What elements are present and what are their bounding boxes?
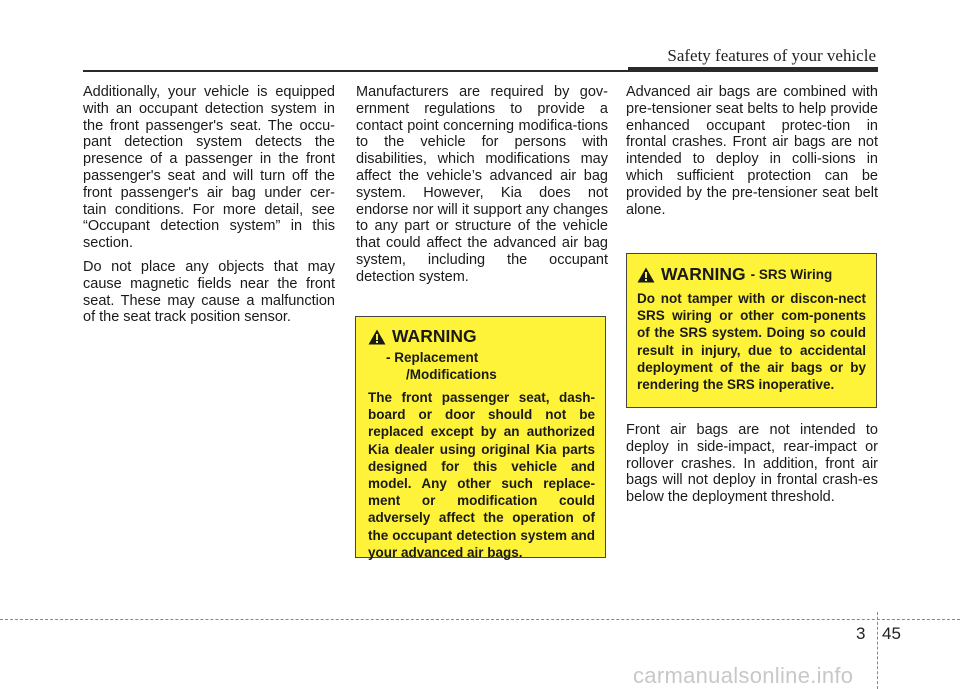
warning-subtitle-line1: - Replacement xyxy=(386,350,479,365)
footer-rule xyxy=(0,619,960,620)
warning-title: WARNING xyxy=(661,264,746,284)
paragraph-magnetic-fields: Do not place any objects that may cause magnetic fields near the front seat. These may cause a malfunction of the seat track position sensor. xyxy=(83,258,335,326)
paragraph-occupant-detection: Additionally, your vehicle is equipped with an occupant detection system in the front passenger's seat. The occu-pant detection system detects the presence of a passenger in the front passenger's seat and will turn off the front passenger's air bag under cer-tain conditions. For more detail, see “Occupant detection system” in this section. xyxy=(83,84,335,252)
section-title: Safety features of your vehicle xyxy=(667,46,876,65)
paragraph-front-air-bags-deploy: Front air bags are not intended to deploy in side-impact, rear-impact or rollover crashes. In addition, front air bags will not deploy in frontal crash-es below the deployment threshold. xyxy=(626,422,878,506)
warning-triangle-icon xyxy=(368,329,386,345)
warning-header xyxy=(637,264,866,285)
column-right xyxy=(626,84,878,225)
warning-subtitle xyxy=(386,349,595,383)
header-rule-accent xyxy=(628,67,878,71)
warning-subtitle-line2: /Modifications xyxy=(406,367,497,382)
warning-body: Do not tamper with or discon-nect SRS wiring or other com-ponents of the SRS system. Doing so could result in injury, due to accidental deployment of the air bags or by rendering the SRS inoperative. xyxy=(637,291,866,393)
column-left xyxy=(83,84,335,333)
footer-divider xyxy=(877,612,878,689)
warning-box-srs-wiring xyxy=(626,253,877,408)
paragraph-advanced-air-bags: Advanced air bags are combined with pre-tensioner seat belts to help provide enhanced occupant protec-tion in frontal crashes. Front air bags are not intended to deploy in colli-sions in which sufficient protection can be provided by the pre-tensioner seat belt alone. xyxy=(626,84,878,218)
watermark: carmanualsonline.info xyxy=(633,663,854,688)
chapter-number: 3 xyxy=(856,624,866,643)
column-right-lower xyxy=(626,422,878,513)
warning-triangle-icon xyxy=(637,267,655,283)
paragraph-manufacturer-regulations: Manufacturers are required by gov-ernment regulations to provide a contact point concerning modifica-tions to the vehicle for persons with disabilities, which modifications may affect the vehicle’s advanced air bag system. However, Kia does not endorse nor will it support any changes to any part or structure of the vehicle that could affect the advanced air bag system, including the occupant detection system. xyxy=(356,84,608,285)
warning-subtitle: - SRS Wiring xyxy=(750,267,833,282)
page-number: 45 xyxy=(882,624,901,643)
warning-box-replacement xyxy=(355,316,606,558)
column-middle xyxy=(356,84,608,293)
warning-body: The front passenger seat, dash-board or door should not be replaced except by an authorized Kia dealer using original Kia parts designed for this vehicle and model. Any other such replace-ment or modification could adversely affect the operation of the occupant detection system and your advanced air bags. xyxy=(368,390,595,560)
warning-header xyxy=(368,326,595,347)
warning-title: WARNING xyxy=(392,326,477,346)
